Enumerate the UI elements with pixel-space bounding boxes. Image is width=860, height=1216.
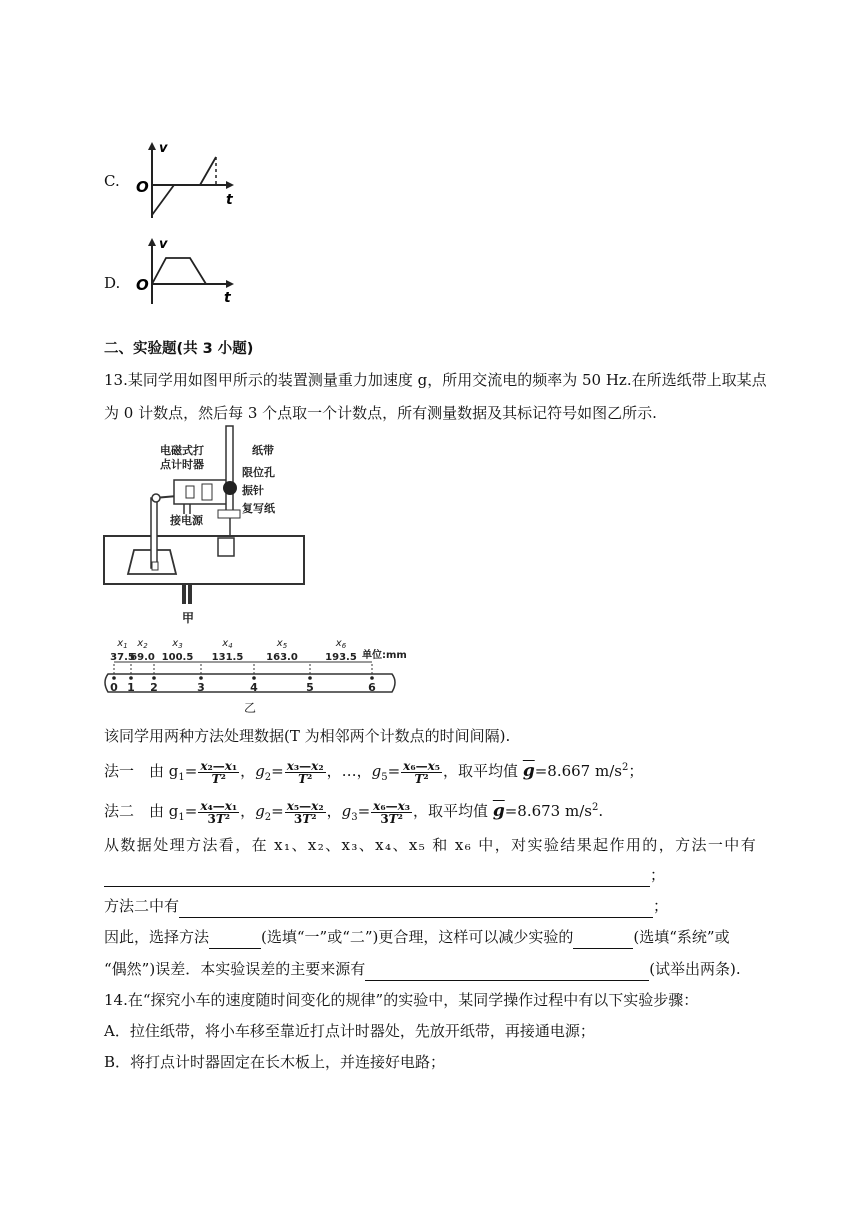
tape-point-label: 0 xyxy=(110,681,118,694)
q14-step-b: B．将打点计时器固定在长木板上，并连接好电路； xyxy=(104,1053,446,1071)
tape-segment-value: 131.5 xyxy=(211,652,244,663)
therefore-line xyxy=(104,925,730,949)
method2-prefix: 法二 由 g xyxy=(104,802,179,820)
method2-answer-line: 方法二中有 ； xyxy=(104,894,668,918)
label-power: 接电源 xyxy=(170,514,203,527)
tape-point-label: 1 xyxy=(127,681,135,694)
q13-line3 xyxy=(104,724,510,748)
tape-segment-value: 193.5 xyxy=(325,652,357,663)
d-origin: O xyxy=(136,276,149,294)
d-axis-t: t xyxy=(224,290,231,306)
tape-point-label: 4 xyxy=(250,681,258,694)
method2-value: =8.673 m/s xyxy=(504,802,592,820)
tape-segment-label: $x_5$ xyxy=(276,638,288,650)
q14-line1: 14.在“探究小车的速度随时间变化的规律”的实验中，某同学操作过程中有以下实验步骤： xyxy=(104,991,699,1009)
tape-segment-value: 100.5 xyxy=(161,652,194,663)
therefore-c: (选填“系统”或 xyxy=(633,928,730,946)
label-carbon: 复写纸 xyxy=(242,502,275,515)
error-line xyxy=(104,957,741,981)
q13-line2: 为 0 计数点，然后每 3 个点取一个计数点，所有测量数据及其标记符号如图乙所示. xyxy=(104,404,657,422)
tape-segment-label: $x_4$ xyxy=(222,638,233,650)
tape-dot xyxy=(308,676,312,680)
tape-point-label: 3 xyxy=(197,681,205,694)
tape-dot xyxy=(112,676,116,680)
tape-point-label: 6 xyxy=(368,681,376,694)
section-title: 二、实验题(共 3 小题) xyxy=(104,341,254,357)
method1-tail: ，取平均值 xyxy=(443,762,519,780)
error-b: (试举出两条). xyxy=(649,960,741,978)
therefore-b: (选填“一”或“二”)更合理，这样可以减少实验的 xyxy=(261,928,574,946)
tape-dot xyxy=(199,676,203,680)
tape-segment-label: $x_2$ xyxy=(137,638,148,650)
q13-line1: 13.某同学用如图甲所示的装置测量重力加速度 g，所用交流电的频率为 50 Hz.在所选纸带上取某点 xyxy=(104,371,767,389)
label-timer2: 点计时器 xyxy=(160,458,204,471)
label-jia: 甲 xyxy=(182,611,195,625)
c-axis-v: v xyxy=(159,141,168,156)
method2-answer-blank[interactable] xyxy=(179,901,653,918)
tape-dot xyxy=(152,676,156,680)
method1-line: 法一 由 $g_1=$ $\frac{\text{x₂—x₁}}{\text{T²}}$ ，$g_2=$ $\frac{\text{x₃—x₂}}{\text{T²}}$ ，…，$g_5=$ $\frac{\text{x₆—x₅}}{\text{T²}}$ ，取平均值 $\overline{g}=8.667$ $m/s^2$； xyxy=(104,758,644,786)
d-axis-v: v xyxy=(159,237,168,252)
label-tape: 纸带 xyxy=(252,444,274,457)
label-timer: 电磁式打 xyxy=(160,444,204,457)
tape-point-label: 2 xyxy=(150,681,158,694)
tape-segment-label: $x_1$ xyxy=(117,638,128,650)
error-type-blank[interactable] xyxy=(573,932,633,949)
method1-answer-line: ； xyxy=(104,863,665,887)
tape-segment-value: 37.5 xyxy=(110,652,135,663)
line3-text: 该同学用两种方法处理数据(T 为相邻两个计数点的时间间隔). xyxy=(104,727,511,745)
apparatus-figure xyxy=(104,424,304,624)
method1-answer-blank[interactable] xyxy=(104,870,650,887)
tape-point-label: 5 xyxy=(306,681,314,694)
tape-dot xyxy=(370,676,374,680)
option-d-label: D. xyxy=(104,274,121,292)
tape-dot xyxy=(252,676,256,680)
method2-has: 方法二中有 xyxy=(104,897,180,915)
tape-segment-label: $x_6$ xyxy=(335,638,347,650)
line-from: 从数据处理方法看，在 x₁、x₂、x₃、x₄、x₅ 和 x₆ 中，对实验结果起作用的，方法一中有 xyxy=(104,836,758,854)
tape-unit: 单位:mm xyxy=(362,650,407,661)
tape-segment-value: 69.0 xyxy=(130,652,155,663)
error-source-blank[interactable] xyxy=(365,964,649,981)
therefore-a: 因此，选择方法 xyxy=(104,928,210,946)
tape-caption: 乙 xyxy=(243,701,257,715)
tape-figure xyxy=(100,634,407,716)
c-origin: O xyxy=(136,178,149,196)
method1-value: =8.667 m/s xyxy=(534,762,622,780)
method2-tail: ，取平均值 xyxy=(413,802,489,820)
option-c-graph xyxy=(130,140,240,222)
label-needle: 振针 xyxy=(242,484,264,497)
label-hole: 限位孔 xyxy=(242,466,275,479)
c-axis-t: t xyxy=(226,192,233,208)
q14-step-a: A．拉住纸带，将小车移至靠近打点计时器处，先放开纸带，再接通电源； xyxy=(104,1022,595,1040)
method1-prefix: 法一 由 g xyxy=(104,762,179,780)
method-choice-blank[interactable] xyxy=(209,932,261,949)
tape-dot xyxy=(129,676,133,680)
option-c-label: C. xyxy=(104,172,120,190)
tape-segment-value: 163.0 xyxy=(266,652,298,663)
tape-segment-label: $x_3$ xyxy=(172,638,183,650)
method2-line: 法二 由 $g_1=$ $\frac{\text{x₄—x₁}}{\text{3T²}}$ ，$g_2=$ $\frac{\text{x₅—x₂}}{\text{3T²}}$ ，$g_3=$ $\frac{\text{x₆—x₃}}{\text{3T²}}$ ，取平均值 $\overline{g}=8.673$ $m/s^2$. xyxy=(104,798,604,826)
option-d-graph xyxy=(130,236,240,308)
error-a: “偶然”)误差．本实验误差的主要来源有 xyxy=(104,960,366,978)
